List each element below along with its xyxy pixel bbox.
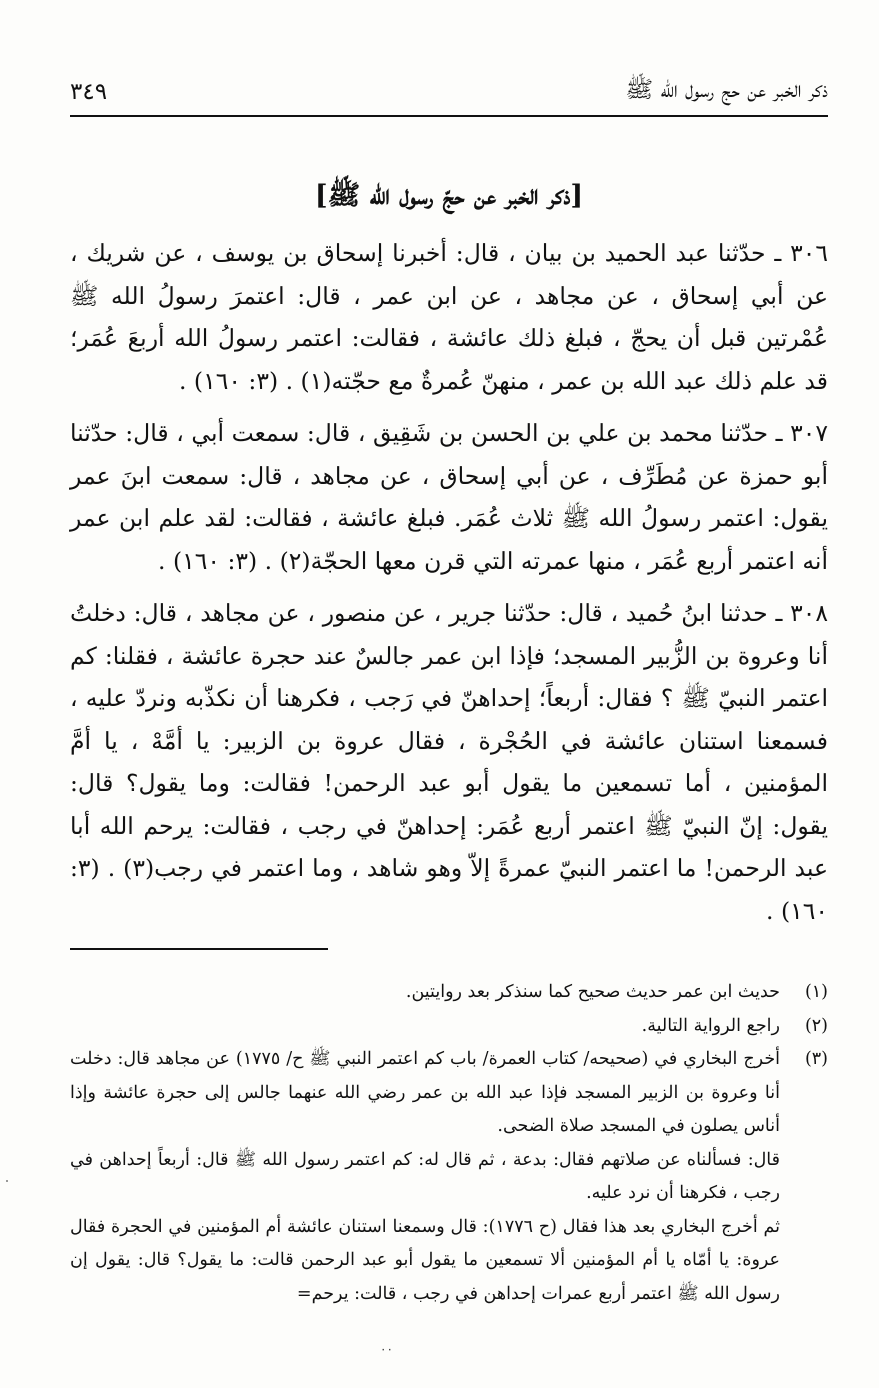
running-title: ذكر الخبر عن حج رسول الله ﷺ bbox=[625, 77, 828, 103]
footnote-line: قال: فسألناه عن صلاتهم فقال: بدعة ، ثم قال له: كم اعتمر رسول الله ﷺ قال: أربعاً إحداهن في رجب ، فكرهنا أن نرد عليه. bbox=[70, 1149, 780, 1203]
chapter-title: [ذكر الخبر عن حجّ رسول الله ﷺ] bbox=[314, 180, 584, 211]
scan-speck bbox=[6, 1180, 8, 1182]
footnote-number: (٢) bbox=[804, 1015, 828, 1036]
footnote-number: (٣) bbox=[804, 1049, 828, 1069]
main-text bbox=[70, 232, 828, 942]
footnote-2 bbox=[70, 1010, 828, 1044]
footnote-3 bbox=[70, 1043, 828, 1311]
hadith-308: ٣٠٨ ـ حدثنا ابنُ حُميد ، قال: حدّثنا جرير ، عن منصور ، عن مجاهد ، قال: دخلتُ أنا وعروة بن الزُّبير المسجد؛ فإذا ابن عمر جالسٌ عند حجرة عائشة ، فقلنا: كم اعتمر النبيّ ﷺ ؟ فقال: أربعاً؛ إحداهنّ في رَجب ، فكرهنا أن نكذّبه ونردّ عليه ، فسمعنا استنان عائشة في الحُجْرة ، فقال عروة بن الزبير: يا أمَّهْ ، يا أمَّ المؤمنين ، أما تسمعين ما يقول أبو عبد الرحمن! فقالت: وما يقول؟ قال: يقول: إنّ النبيّ ﷺ اعتمر أربع عُمَر: إحداهنّ في رجب ، فقالت: يرحم الله أبا عبد الرحمن! ما اعتمر النبيّ عمرةً إلاّ وهو شاهد ، وما اعتمر في رجب(٣) . (٣: ١٦٠) . bbox=[70, 599, 829, 925]
footnote-line: أخرج البخاري في (صحيحه/ كتاب العمرة/ باب كم اعتمر النبي ﷺ ح/ ١٧٧٥) عن مجاهد قال: دخلت أنا وعروة بن الزبير المسجد فإذا عبد الله بن عمر رضي الله عنهما جالس إلى حجرة عائشة وإذا أناس يصلون في المسجد صلاة الضحى. bbox=[70, 1049, 780, 1136]
footnotes bbox=[70, 976, 828, 1311]
footnote-line: حديث ابن عمر حديث صحيح كما سنذكر بعد روايتين. bbox=[405, 982, 780, 1002]
hadith-306: ٣٠٦ ـ حدّثنا عبد الحميد بن بيان ، قال: أخبرنا إسحاق بن يوسف ، عن شريك ، عن أبي إسحاق ، عن مجاهد ، عن ابن عمر ، قال: اعتمرَ رسولُ الله ﷺ عُمْرتين قبل أن يحجّ ، فبلغ ذلك عائشة ، فقالت: اعتمر رسولُ الله أربعَ عُمَر؛ قد علم ذلك عبد الله بن عمر ، منهنّ عُمرةٌ مع حجّته(١) . (٣: ١٦٠) . bbox=[70, 239, 828, 395]
book-page bbox=[70, 60, 828, 1350]
page-number: ٣٤٩ bbox=[70, 79, 108, 105]
footnote-body bbox=[70, 1010, 780, 1044]
footnote-rule bbox=[70, 948, 328, 950]
footnote-body bbox=[70, 976, 780, 1010]
header-rule bbox=[70, 115, 828, 117]
footnote-line: ثم أخرج البخاري بعد هذا فقال (ح ١٧٧٦): قال وسمعنا استنان عائشة أم المؤمنين في الحجرة فقال عروة: يا أمّاه يا أم المؤمنين ألا تسمعين ما يقول أبو عبد الرحمن قالت: ما يقول؟ قال: يقول إن رسول الله ﷺ اعتمر أربع عمرات إحداهن في رجب ، قالت: يرحم= bbox=[70, 1216, 780, 1304]
footnote-body bbox=[70, 1043, 780, 1311]
hadith-307: ٣٠٧ ـ حدّثنا محمد بن علي بن الحسن بن شَقِيق ، قال: سمعت أبي ، قال: حدّثنا أبو حمزة عن مُطَرِّف ، عن أبي إسحاق ، عن مجاهد ، قال: سمعت ابنَ عمر يقول: اعتمر رسولُ الله ﷺ ثلاث عُمَر. فبلغ عائشة ، فقالت: لقد علم ابن عمر أنه اعتمر أربع عُمَر ، منها عمرته التي قرن معها الحجّة(٢) . (٣: ١٦٠) . bbox=[70, 419, 828, 575]
footnote-1 bbox=[70, 976, 828, 1010]
footnote-line: راجع الرواية التالية. bbox=[641, 1015, 780, 1036]
bottom-mark: ۰۰ bbox=[380, 1342, 393, 1356]
footnote-number: (١) bbox=[804, 982, 828, 1002]
running-header bbox=[70, 72, 828, 112]
